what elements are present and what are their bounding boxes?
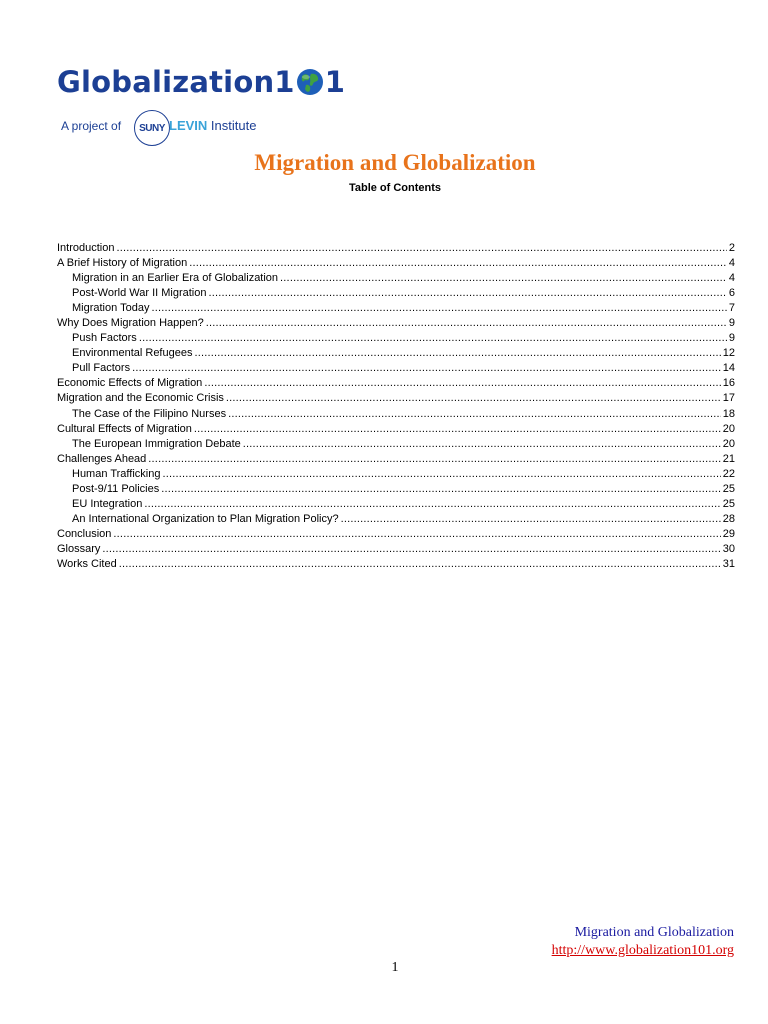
toc-entry[interactable]	[57, 391, 735, 406]
logo-wordmark	[57, 62, 345, 102]
toc-entry-page: 20	[722, 422, 735, 435]
toc-entry[interactable]	[57, 241, 735, 256]
toc-entry-title: Conclusion	[57, 527, 112, 540]
toc-entry[interactable]	[57, 422, 735, 437]
levin-institute	[169, 118, 256, 133]
toc-entry[interactable]	[57, 407, 735, 422]
toc-entry[interactable]	[57, 376, 735, 391]
toc-entry-title: An International Organization to Plan Migration Policy?	[72, 512, 339, 525]
toc-entry-title: Challenges Ahead	[57, 452, 147, 465]
page-number: 1	[391, 960, 399, 975]
toc-entry-page: 14	[722, 362, 735, 375]
toc-entry[interactable]	[57, 467, 735, 482]
toc-entry-page: 30	[722, 542, 735, 555]
toc-entry-page: 22	[722, 467, 735, 480]
logo-wordmark-digit: 1	[274, 65, 295, 99]
toc-dot-leader	[161, 482, 721, 497]
toc-entry[interactable]	[57, 331, 735, 346]
toc-entry-title: EU Integration	[72, 497, 143, 510]
toc-heading: Table of Contents	[348, 182, 442, 194]
toc-entry-page: 25	[722, 482, 735, 495]
toc-entry-page: 4	[728, 257, 735, 270]
toc-entry-title: Human Trafficking	[72, 467, 161, 480]
toc-entry-page: 20	[722, 437, 735, 450]
toc-entry-title: Works Cited	[57, 557, 117, 570]
toc-entry-page: 7	[728, 302, 735, 315]
toc-dot-leader	[189, 256, 727, 271]
toc-entry[interactable]	[57, 437, 735, 452]
toc-entry-title: Glossary	[57, 542, 101, 555]
toc-dot-leader	[113, 527, 720, 542]
toc-entry-page: 29	[722, 527, 735, 540]
toc-dot-leader	[341, 512, 721, 527]
document-title: Migration and Globalization	[254, 150, 536, 175]
toc-dot-leader	[119, 557, 721, 572]
footer-title: Migration and Globalization	[574, 925, 734, 940]
toc-dot-leader	[162, 467, 720, 482]
toc-entry[interactable]	[57, 286, 735, 301]
toc-dot-leader	[194, 422, 721, 437]
toc-entry-title: A Brief History of Migration	[57, 257, 188, 270]
toc-dot-leader	[132, 361, 721, 376]
toc-entry[interactable]	[57, 527, 735, 542]
toc-dot-leader	[148, 452, 720, 467]
toc-dot-leader	[226, 391, 721, 406]
toc-entry-page: 6	[728, 287, 735, 300]
toc-entry[interactable]	[57, 482, 735, 497]
toc-dot-leader	[280, 271, 727, 286]
toc-entry-title: Introduction	[57, 242, 115, 254]
toc-dot-leader	[144, 497, 720, 512]
toc-dot-leader	[116, 241, 726, 256]
toc-entry-page: 31	[722, 557, 735, 570]
institute-word: Institute	[210, 118, 257, 133]
toc-entry[interactable]	[57, 557, 735, 572]
logo-wordmark-digit-last: 1	[324, 65, 346, 99]
toc-entry-page: 12	[722, 347, 735, 360]
tagline-prefix: A project of	[61, 119, 122, 133]
toc-entry-page: 2	[728, 242, 735, 254]
toc-entry[interactable]	[57, 497, 735, 512]
toc-entry-page: 9	[728, 317, 735, 330]
toc-entry-title: Migration in an Earlier Era of Globalization	[72, 272, 279, 285]
toc-entry[interactable]	[57, 346, 735, 361]
globe-icon	[296, 68, 324, 96]
toc-entry[interactable]	[57, 361, 735, 376]
toc-entry-page: 16	[722, 377, 735, 390]
toc-entry-page: 18	[722, 407, 735, 420]
toc-dot-leader	[206, 316, 727, 331]
toc-dot-leader	[139, 331, 727, 346]
toc-entry[interactable]	[57, 316, 735, 331]
toc-dot-leader	[208, 286, 726, 301]
toc-dot-leader	[243, 437, 721, 452]
toc-entry[interactable]	[57, 542, 735, 557]
toc-entry-page: 4	[728, 272, 735, 285]
toc-dot-leader	[204, 376, 720, 391]
toc-entry[interactable]	[57, 271, 735, 286]
toc-entry[interactable]	[57, 256, 735, 271]
toc-dot-leader	[102, 542, 720, 557]
suny-badge: SUNY	[134, 110, 170, 146]
toc-entry-page: 9	[728, 332, 735, 345]
toc-entry-title: The Case of the Filipino Nurses	[72, 407, 227, 420]
toc-entry-title: The European Immigration Debate	[72, 437, 241, 450]
toc-entry-title: Migration Today	[72, 302, 150, 315]
toc-entry-title: Post-9/11 Policies	[72, 482, 160, 495]
toc-entry-title: Cultural Effects of Migration	[57, 422, 192, 435]
footer-link[interactable]: http://www.globalization101.org	[551, 943, 734, 958]
toc-entry-title: Economic Effects of Migration	[57, 377, 203, 390]
toc-dot-leader	[228, 407, 721, 422]
toc-entry[interactable]	[57, 301, 735, 316]
toc-entry-page: 28	[722, 512, 735, 525]
toc-entry-page: 25	[722, 497, 735, 510]
toc-entry-title: Migration and the Economic Crisis	[57, 392, 224, 405]
toc-entry[interactable]	[57, 512, 735, 527]
toc-entry-title: Environmental Refugees	[72, 347, 193, 360]
toc-entry[interactable]	[57, 452, 735, 467]
toc-entry-title: Pull Factors	[72, 362, 131, 375]
logo-wordmark-text: Globalization	[57, 65, 275, 99]
toc-dot-leader	[151, 301, 726, 316]
toc-entry-page: 17	[722, 392, 735, 405]
globalization101-logo	[57, 62, 367, 152]
toc-entry-title: Post-World War II Migration	[72, 287, 207, 300]
toc-entry-title: Why Does Migration Happen?	[57, 317, 204, 330]
toc-entry-page: 21	[722, 452, 735, 465]
toc-dot-leader	[194, 346, 720, 361]
toc-entry-title: Push Factors	[72, 332, 137, 345]
levin-word: LEVIN	[169, 118, 208, 133]
table-of-contents	[57, 241, 735, 572]
